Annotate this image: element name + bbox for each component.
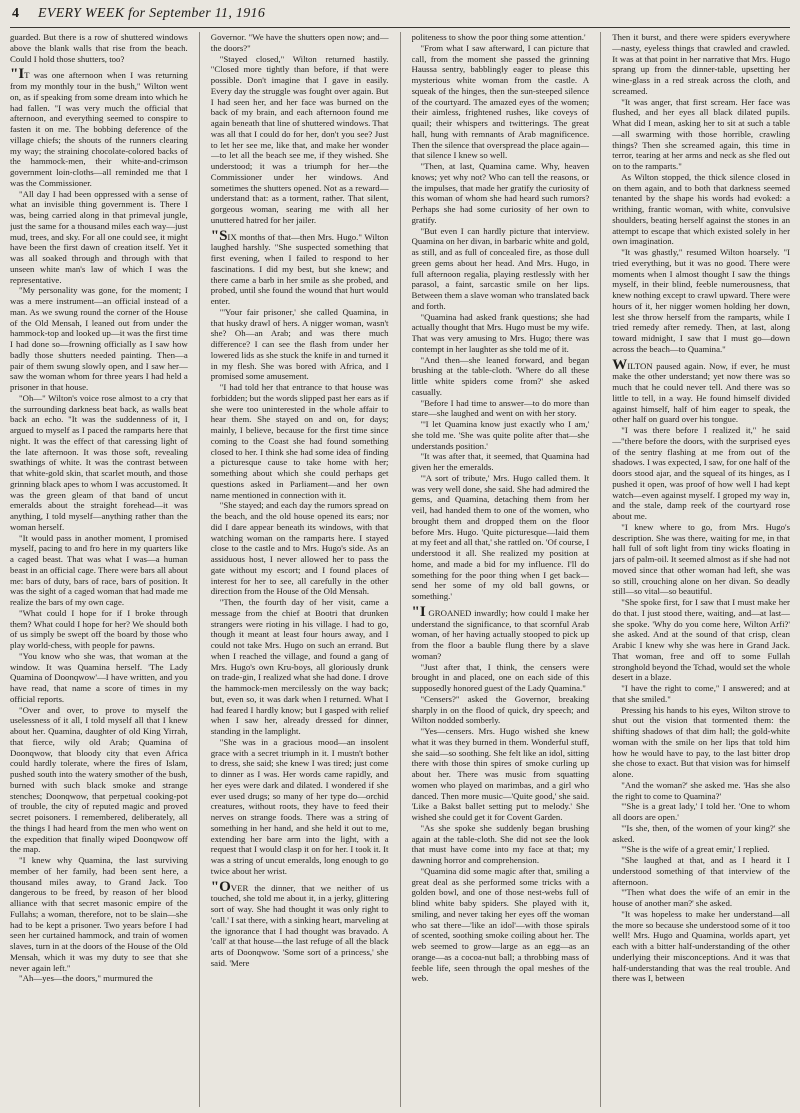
page-header [10, 5, 790, 28]
paragraph: "And then—she leaned forward, and began brushing at the table-cloth. 'Where do all these little white spiders come from?' she asked casually. [411, 354, 590, 397]
paragraph: "It was after that, it seemed, that Quamina had given her the emeralds. [411, 451, 590, 472]
paragraph: "IT was one afternoon when I was returning from my monthly tour in the bush," Wilton went on, as if speaking from some dream into which he had fallen. "I was very much the official that afternoon, and everything seemed to conspire to fasten it on me. The bobbing deference of the village chiefs; the shouts of the runners clearing my way; the straining chocolate-colored backs of the hammock-men, their white-and-crimson government loin-cloths—all reminded me that I was the Commissioner. [10, 66, 188, 188]
paragraph: "All day I had been oppressed with a sense of what an invisible thing government is. There I was, being carried along in that primeval jungle, just the same for a thousand miles each way—just mud, trees, and sky. For all one could see, it might have been the first dawn of creation itself. Yet it was all soaked through and through with that unseen white man's law of which I was the representative. [10, 188, 188, 285]
paragraph: "Censers?" asked the Governor, breaking sharply in on the flood of quick, dry speech; and Wilton nodded somberly. [411, 693, 590, 726]
paragraph: "Oh—" Wilton's voice rose almost to a cry that the surrounding darkness beat back, as walls beat back an echo. "It was the suddenness of it, I argued to myself as I paced the ramparts here that night. It was the effect of that caressing light of the late afternoon. It was those soft, revealing swathings of white. It was the contrast between that white-gold skin, that scarlet mouth, and those grinning black apes to whom I was accustomed. It was the green gleam of that band of uncut emeralds about the straight forehead—it was anything, I told myself—anything rather than the woman herself. [10, 392, 188, 532]
paragraph: "Then, at last, Quamina came. Why, heaven knows; yet why not? Who can tell the reasons, or the impulses, that made her gratify the curiosity of this woman of whom she had heard such rumors? Perhaps she had some curiosity of her own to gratify. [411, 161, 590, 225]
paragraph: Governor. "We have the shutters open now; and—the doors?" [210, 32, 389, 53]
paragraph: "SIX months of that—then Mrs. Hugo." Wilton laughed harshly. "She suspected something that first evening, when I failed to respond to her fascinations. I did my best, but she knew; and there came a barb in her smile as she probed, and probed, until she found the wound that hurt would enter. [210, 227, 389, 306]
paragraph: "'She is the wife of a great emir,' I replied. [621, 844, 770, 855]
paragraph: "Then, the fourth day of her visit, came a message from the chief at Bootri that drunken strangers were rioting in his village. I had to go, though it meant at least four hours away, and I could not take Mrs. Hugo on such an errand. But when I reached the village, and found a gang of Mrs. Hugo's own Kru-boys, all gloriously drunk on trade-gin, I realized what she had done. I drove the hammock-men mercilessly on the way back; but, even so, it was dark when I returned. What I had feared I hardly know; but I gasped with relief when I saw her, already dressed for dinner, standing in the lamplight. [210, 597, 389, 736]
paragraph: Then it burst, and there were spiders everywhere—nasty, eyeless things that crawled and crawled. It was at that point in her narrative that Mrs. Hugo sprang up from the dinner-table, upsetting her wine-glass in a red streak across the cloth, and screamed. [612, 32, 790, 96]
text-column-4 [612, 32, 790, 1107]
paragraph: "She spoke first, for I saw that I must make her do that. I just stood there, waiting, and—at last—she spoke. 'Why do you come here, Wilton Arfi?' she asked. And at the sound of that crisp, clean Arabic I knew why she was here in Grand Jack. That woman, free and off to some Fullah stronghold beyond the Tchad, would set the whole desert in a blaze. [612, 597, 790, 683]
paragraph: "What could I hope for if I broke through them? What could I hope for her? We should both of us simply be swept off the board by those who play world-chess, with people for pawns. [10, 607, 188, 650]
paragraph: "Ah—yes—the doors," murmured the [19, 973, 153, 984]
paragraph: "It would pass in another moment, I promised myself, pacing to and fro here in my quarters like a caged beast. That was what I was—a human beast in an official cage. There were bars all about me: bars of duty, bars of race, bars of position. It was the sight of a caged woman that had made me realize the bars of my own cage. [10, 532, 188, 607]
running-title: EVERY WEEK for September 11, 1916 [38, 6, 266, 21]
paragraph: "'Then what does the wife of an emir in the house of another man?' she asked. [612, 887, 790, 908]
text-column-3 [412, 32, 590, 1107]
paragraph: "She laughed at that, and as I heard it I understood something of that interview of the afternoon. [612, 855, 790, 887]
paragraph: "Before I had time to answer—to do more than stare—she laughed and went on with her story. [411, 397, 590, 419]
column-rule [400, 32, 401, 1107]
text-column-2 [211, 32, 389, 1107]
paragraph: "I had told her that entrance to that house was forbidden; but the words slipped past her ears as if she were too uninterested in the whole affair to hear them. She stayed on and on, for days; mainly, I believe, because for the first time since coming to the Coast she had found something closed to her. I think she had some idea of finding a picturesque cause to take home with her; something about which she could perhaps get questions asked in Parliament—and her own name mentioned in connection with it. [210, 382, 389, 500]
paragraph: "OVER the dinner, that we neither of us touched, she told me about it, in a jerky, glittering sort of way. She had thought it was only right to 'call.' I sat there, with a sinking heart, marveling at the ignorance that I had thought was bravado. A 'call' at that house—the last refuge of all the black arts of Doonqwow. 'Some sort of a princess,' she said. 'Mere [210, 878, 389, 968]
paragraph: "But even I can hardly picture that interview. Quamina on her divan, in barbaric white and gold, as still, and as full of concealed fire, as those dull green gems about her head. And Mrs. Hugo, in full afternoon regalia, playing restlessly with her parasol, a faint, sarcastic smile on her lips. Between them a slave woman who translated back and forth. [411, 225, 590, 311]
paragraph: "'Your fair prisoner,' she called Quamina, in that husky drawl of hers. A nigger woman, wasn't she? Oh—an Arab; and was there much difference? I can see the flash from under her lowered lids as she stuck the knife in and turned it in my flesh. She was bored with Africa, and I promised some amusement. [210, 306, 389, 382]
paragraph: "Quamina had asked frank questions; she had actually thought that Mrs. Hugo must be my wife. That was very amusing to Mrs. Hugo; there was contempt in her laughter as she told me of it. [411, 311, 590, 354]
page-number: 4 [12, 6, 19, 21]
paragraph: "Yes—censers. Mrs. Hugo wished she knew what it was they burned in them. Wonderful stuff, she said—so soothing. She felt like an idol, sitting there with those thin spires of smoke curling up about her. There was music from squatting women who played on marimbas, and a girl who danced. Then more music—'Quite good,' she said. 'Like a Bakst ballet setting put to melody.' She wished she could get it for Covent Garden. [411, 726, 590, 822]
paragraph: "'I let Quamina know just exactly who I am,' she told me. 'She was quite polite after that—she understands position.' [411, 419, 590, 451]
paragraph: "I was there before I realized it," he said—"there before the doors, with the surprised eyes of the sentry flashing at me from out of the shadows. I was expected, I saw, for one half of the doors stood ajar, and the squeal of its hinges, as I pushed it open, was proof of how well I had kept watch—even against myself. I groped my way in, and the stale, damp reek of the courtyard rose about me. [612, 425, 790, 521]
paragraph: "I knew why Quamina, the last surviving member of her family, had been sent here, a thousand miles away, to Grand Jack. Too dangerous to be freed, by reason of her blood alliance with that secret masonic empire of the Fullahs; a woman, therefore, not to be slain—she had to be kept a prisoner. Two years before I had seen her curtained hammock, and train of women slaves, turn in at the doors of the House of the Old Mensah, which it was my duty to see that she never again left." [10, 855, 188, 973]
paragraph: "She was in a gracious mood—an insolent grace with a secret triumph in it. I mustn't bother to dress, she said; she knew I was tired; just come to dinner as I was. Her words came rapidly, and her eyes were dark and dilated. I wondered if she ever used drugs; so many of her type do—orchid creatures, without roots, they have to feed their nerves on strange foods. There was a string of something in her hand, and she held it out to me, extending her bare arm into the light, with a request that I would clasp it on for her. I took it. It was a string of uncut emeralds, long enough to go twice about her wrist. [210, 736, 389, 876]
paragraph: "Stayed closed," Wilton returned hastily. "Closed more tightly than before, if that were possible. Don't imagine that I gave in easily. Every day the struggle was fought over again. But I had seen her, and her face was burned on the back of my brain, and each afternoon found me again beneath that line of shuttered windows. That was all that I could do for her, don't you see? Just to let her see me, like that, and make her wonder—to let all the beach see me, if they wished. She understood; it was a triumph for her—the Commissioner under her windows. And sometimes the shutters opened. Not as a reward—understand that: as a torment, rather. That silent, gorgeous woman, searing me with all her unuttered hatred for her jailer. [210, 53, 389, 225]
text-column-1 [10, 32, 188, 1107]
paragraph: guarded. But there is a row of shuttered windows above the blank walls that rise from the beach. Could I hold those shutters, too? [10, 32, 188, 64]
paragraph: WILTON paused again. Now, if ever, he must make the other understand; yet now there was so much that he could never tell. And there was so little to tell, in a way. He found himself divided against himself, half of him eager to speak, the other half on guard over his tongue. [612, 356, 790, 425]
paragraph: "Quamina did some magic after that, smiling a great deal as she performed some tricks with a golden bowl, and one of those nest-webs full of blind white baby spiders. She played with it, smiling, and never taking her eyes off the woman who sat there—'like an idol'—with those spirals of scented, soothing smoke coiling about her. The web seemed to grow—large as an egg—as an orange—as a cocoa-nut ball; a throbbing mass of feeble life, seen through the opal meshes of the web. [411, 865, 590, 984]
paragraph: "I knew where to go, from Mrs. Hugo's description. She was there, waiting for me, in that hall full of soft light from tiny wicks floating in jars of palm-oil. It seemed almost as if she had not moved since that other woman had left, she was so still, crouching alone on her divan. So deadly still—so vital—so beautiful. [612, 521, 790, 597]
paragraph: "It was ghastly," resumed Wilton hoarsely. "I tried everything, but it was no good. There were moments when I almost thought I saw the things myself, in their blind, feeble numerousness, that knew nothing except to crawl upward. There were hours of it, her nigger women holding her down, lest she throw herself from the ramparts, while I tried remedy after remedy. Then, at last, along toward midnight, I saw that I must go—down across the beach—to Quamina." [612, 247, 790, 354]
paragraph: "My personality was gone, for the moment; I was a mere instrument—an official instead of a man. As we swung round the corner of the House of the Old Mensah, I leaned out from under the hammock-top and looked up—it was the first time I had done so—frowning officially as I saw how badly those shutters needed painting. Then—a pair of them swung slowly open, and I saw her—saw the woman whom for three years I had held a prisoner in that house. [10, 285, 188, 392]
paragraph: Pressing his hands to his eyes, Wilton strove to shut out the vision that tormented them: the shifting shadows of that dim hall; the gold-white woman with the smile on her lips that told him how he would have to pay, to the last bitter drop she chose to exact. But that vision was for himself alone. [612, 704, 790, 779]
paragraph: "'A sort of tribute,' Mrs. Hugo called them. It was very well done, she said. She had admired the gems, and Quamina, detaching them from her veil, had handed them to one of the women, who brought them and dropped them on the floor before Mrs. Hugo. 'Quite picturesque—laid them at my feet and all that,' she rattled on. 'Of course, I understood it all. She realized my position at home, and made a bid for my influence. I'll do something for the poor thing when I get back—send her some of my old ball gowns, or something.' [411, 472, 590, 601]
paragraph: "It was hopeless to make her understand—all the more so because she understood some of it too well! Mrs. Hugo and Quamina, worlds apart, yet each with a bitter half-understanding of the other underlying their misconceptions. And it was that half-understanding that was the real trouble. And there was I, between [612, 908, 790, 984]
article-columns [10, 32, 790, 1107]
paragraph: As Wilton stopped, the thick silence closed in on them again, and to both that darkness seemed tenanted by the shape his words had evoked: a writhing, frantic woman, with white, convulsive shoulders, beating herself against the stones in an attempt to escape that which existed solely in her own imagination. [612, 171, 790, 247]
paragraph: "I GROANED inwardly; how could I make her understand the significance, to that scornful Arab woman, of her having actually stooped to pick up from the floor a bauble flung there by a slave woman? [411, 603, 590, 661]
paragraph: "As she spoke she suddenly began brushing again at the table-cloth. She did not see the look that must have come into my face at that; my dawning horror and comprehension. [411, 822, 590, 865]
column-rule [600, 32, 601, 1107]
paragraph: "Over and over, to prove to myself the uselessness of it all, I told myself all that I knew about her. Quamina, daughter of old King Yirrah, that fierce, wily old Arab; Quamina of Doonqwow, that bloody city that even Africa could hardly tolerate, where the fires of Islam, pushed south into the watery smother of the bush, burned with such black smoke and strange stenches; Doonqwow, that perpetual cooking-pot of trouble, the city of reputed magic and proved secret poisoners. I remembered, deliberately, all the things I had heard from the men who went on the expedition that finally wiped Doonqwow off the map. [10, 704, 188, 855]
paragraph: "From what I saw afterward, I can picture that call, from the moment she passed the grinning Haussa sentry, babblingly eager to please this mysterious white woman from the castle. A squeak of the hinges, then the sun-steeped silence of the courtyard. The amazed eyes of the women; their aimless, frightened rushes, like coveys of quail; their whispers and twitterings. The great hall, hung with remnants of Arab magnificence. Then the silence that overspread the place again—that silence I knew so well. [411, 42, 590, 161]
paragraph: "You know who she was, that woman at the window. It was Quamina herself. 'The Lady Quamina of Doonqwow'—I have written, and you have read, that name a score of times in my official reports. [10, 650, 188, 704]
paragraph: "Just after that, I think, the censers were brought in and placed, one on each side of this supposedly honored guest of the Lady Quamina." [411, 661, 590, 693]
paragraph: "And the woman?' she asked me. 'Has she also the right to come to Quamina?' [612, 779, 790, 801]
paragraph: "'Is she, then, of the women of your king?' she asked. [612, 822, 790, 844]
paragraph: politeness to show the poor thing some attention.' [411, 32, 586, 42]
paragraph: "I have the right to come," I answered; and at that she smiled." [612, 683, 790, 704]
paragraph: "'She is a great lady,' I told her. 'One to whom all doors are open.' [612, 801, 790, 822]
paragraph: "It was anger, that first scream. Her face was flushed, and her eyes all black dilated pupils. What did I mean, asking her to sit at such a table—all swarming with those horrible, crawling things? Then she screamed again, this time in terror, tearing at her arms and neck as she fled out on to the ramparts." [612, 96, 790, 171]
column-rule [199, 32, 200, 1107]
paragraph: "She stayed; and each day the rumors spread on the beach, and the old house opened its ears; nor did I dare appear beneath its windows, with that watching woman on the ramparts here. I stayed close to the castle and to Mrs. Hugo's side. As an assiduous host, I never allowed her to pass the gate without my escort; and I found places of interest for her to see, all carefully in the other direction from the House of the Old Mensah. [210, 500, 389, 597]
